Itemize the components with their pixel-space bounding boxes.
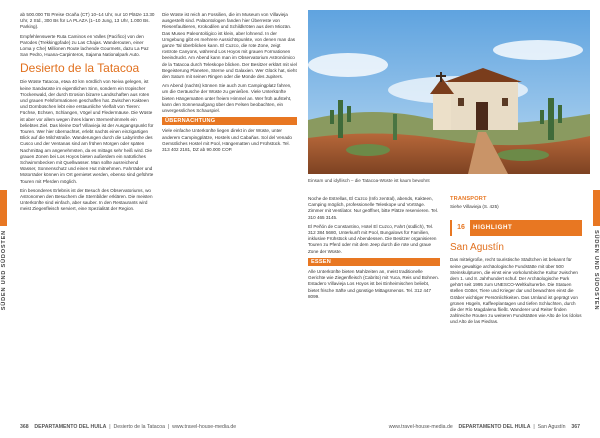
left-footer-title: DEPARTAMENTO DEL HUILA [34, 424, 107, 430]
left-column-1 [20, 12, 155, 216]
hotels-text: Viele einfache Unterkünfte liegen direkt in der Wüste, unter anderem Campingplätze, Hostels und Cabañas. Sol del Venado Gemütliches Hostel mit Pool, Hängematten und Frühstück. Tel. 313 402 2181, DZ ab 90.000 COP. [162, 128, 292, 153]
photo-caption: Einsam und idyllisch – die Tatacoa-Wüste ist kaum bewohnt [308, 178, 430, 183]
right-side-vertical-label: SÜDEN UND SÜDOSTEN [593, 230, 599, 311]
highlight-number-badge: 16 [452, 220, 470, 236]
right-side-tab [593, 190, 600, 226]
desert-body-3: Die Wüste ist reich an Fossilien, die im Museum von Villavieja ausgestellt sind. Paläontologen fanden hier Überreste von Riesenfaultieren, Krokodilen und Schildkröten aus dem Miozän. Das Museo Paleontológico ist klein, aber lohnend. In der Umgebung gibt es mehrere Aussichtspunkte, von denen man das ganze Tal überblicken kann. El Cuzco, die rote Zone, zeigt rostrote Canyons, während Los Hoyos mit grauen Formationen beeindruckt. Am Abend kann man im Observatorium Astronómico de la Tatacoa durch Teleskope blicken. Der Besitzer erklärt mit viel Begeisterung Planeten, Sterne und Galaxien. Wer Glück hat, sieht den Saturn mit seinen Ringen oder die Monde des Jupiters. [162, 12, 297, 80]
left-footer-subtitle: Desierto de la Tatacoa [113, 424, 166, 430]
section-title-san-agustin: San Agustín [450, 242, 504, 254]
highlight-label: HIGHLIGHT [473, 224, 513, 232]
left-footer-url[interactable]: www.travel-house-media.de [172, 424, 237, 430]
desert-body-4: Am Abend (nachts) können Sie auch zum Campingplatz fahren, um die Geräusche der Wüste zu genießen. Viele Unterkünfte bieten Hängematten unter freiem Himmel an. Wer früh aufsteht, kann den Sonnenaufgang über den Felsen beobachten, ein unvergessliches Schauspiel. [162, 83, 292, 114]
right-footer-url[interactable]: www.travel-house-media.de [388, 424, 453, 430]
desert-body-2: Ein besonderes Erlebnis ist der Besuch des Observatoriums, wo Astronomen den Besuchern die Sternbilder erklären. Die meisten Unterkünfte sind einfach, aber sauber. In den Restaurants wird meist Ziegenfleisch serviert, eine Spezialität der Region. [20, 187, 153, 212]
highlight-banner [450, 220, 582, 236]
intro-text-1: ab 500.000 TB Preise Ocaña (CT) 10–14 Uhr, nur 10 Plätze 13.30 Uhr, 2 Std., 300 Bs für LA PLAZA (1–10 Jung, 13 Uhr, 1.000 Bs. Parking). [20, 12, 155, 30]
lodging-text-2: El Peñón de Constantino, Hotel El Cuzco, Fahrt (südlich), Tel. 312 384 5680, Unterkunft mit Pool, Bungalows für Familien, inklusive Frühstück und Abendessen. Die Besitzer organisieren Touren zu Pferd oder mit dem Jeep durch die rote und graue Zone der Wüste. [308, 223, 437, 254]
lodging-text-1: Noche de Estrellas, El Cuzco (Info zentral), abends, Kakteen, Camping möglich, professionelle Teleskope und Vorträge. Zimmer mit Ventilator. Nur geöffnet, bitte Plätze reservieren. Tel. 310 465 3145. [308, 196, 439, 220]
left-page-number: 368 [20, 424, 29, 430]
section-bar-essen: ESSEN [308, 258, 440, 266]
intro-text-2: Empfehlenswerte Ruta Caminos en Valles (Pacifico) von den Parodes (Trekkingpfade) zu Las Chajas. Wanderouten, einer Loma y Che) Millionen Route lachende Gourmets, dazu La Paz San Pedro, Huana-Carpinteros, Sajama Nationalpark Auto. [20, 33, 149, 58]
right-page-number: 367 [571, 424, 580, 430]
section-bar-transport: TRANSPORT [450, 196, 487, 202]
left-side-vertical-label: SÜDEN UND SÜDOSTEN [1, 230, 7, 311]
right-column-2 [450, 196, 582, 329]
section-bar-uebernachtung: ÜBERNACHTUNG [162, 117, 297, 125]
desert-chapel-photo [308, 10, 590, 174]
left-side-tab [0, 190, 7, 226]
san-agustin-body: Das mittelgroße, recht touristische Städtchen ist bekannt für seine gewaltige archäologische Fundstätte mit über 500 Steinskulpturen, die einst eine vorkolumbische Kultur zwischen dem 1. und 8. Jahrhundert schuf. Der Archäologische Park gehört seit 1995 zum UNESCO-Weltkulturerbe. Die Statuen stellen Götter, Tiere und Krieger dar und bewachten einst die Gräber wichtiger Persönlichkeiten. Das Umland ist geprägt von grünen Hügeln, Kaffeeplantagen und tiefen Schluchten, durch die der Río Magdalena fließt. Wanderer und Reiter finden zahlreiche Routen zu weiteren Fundstätten wie Alto de los Ídolos und Alto de las Piedras. [450, 257, 582, 325]
right-column-1 [308, 196, 440, 303]
right-footer-title: DEPARTAMENTO DEL HUILA [458, 424, 531, 430]
desert-body-1: Die Wüste Tatacoa, etwa 40 km nördlich von Neiva gelegen, ist keine Sandwüste im eigentlichen Sinn, sondern ein tropischer Trockenwald, der durch Erosion bizarre Landschaften aus roten und grauen Felsformationen geschaffen hat. Zwischen Kakteen und Dornbüschen lebt eine erstaunliche Vielfalt von Tieren: Füchse, Echsen, Schlangen, Vögel und Fledermäuse. Die Wüste ist aber vor allem wegen ihres klaren Sternenhimmels ein beliebtes Ziel. Das kleine Dorf Villavieja ist der Ausgangspunkt für Touren. Wer hier übernachtet, erlebt nachts einen einzigartigen Blick auf die Milchstraße. Wanderungen durch die Labyrinthe des Cusco und der Ventanas sind am frühen Morgen oder späten Nachmittag am angenehmsten, da es mittags sehr heiß wird. Die grauen Zonen bei Los Hoyos bieten außerdem ein natürliches Schwimmbecken mit Quellwasser. Man sollte ausreichend Wasser, Sonnenschutz und einen Hut mitnehmen. Fahrräder und Motorräder können im Ort gemietet werden, ebenso sind geführte Touren mit Pferden möglich. [20, 79, 154, 184]
right-footer: www.travel-house-media.de DEPARTAMENTO DEL HUILA | San Agustín 367 [388, 424, 580, 430]
transport-text: Siehe Villavieja (S. 425) [450, 204, 499, 210]
food-text: Alle Unterkünfte bieten Mahlzeiten an, meist traditionelle Gerichte wie Ziegenfleisch (Cabrito) mit Yuca, Reis und Bohnen. Estadero Villavieja Los Hoyos ist bei Einheimischen beliebt, bietet frische Säfte und günstige Mittagsmenüs. Tel. 312 447 8099. [308, 269, 439, 299]
left-footer: 368 DEPARTAMENTO DEL HUILA | Desierto de la Tatacoa | www.travel-house-media.de [20, 424, 237, 430]
right-footer-subtitle: San Agustín [537, 424, 566, 430]
left-column-2 [162, 12, 297, 156]
section-title-desierto: Desierto de la Tatacoa [20, 61, 140, 76]
